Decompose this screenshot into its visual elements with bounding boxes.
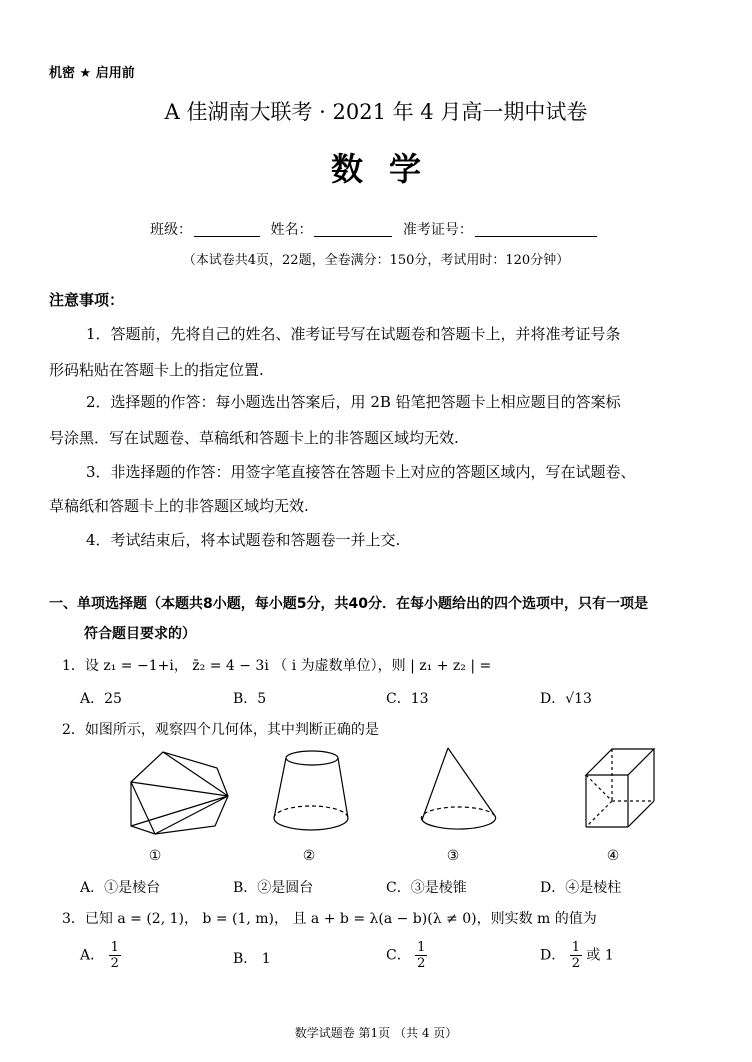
fraction-denominator: 2	[417, 956, 426, 971]
student-info-fields	[150, 219, 603, 239]
exam-info: （本试卷共4页，22题，全卷满分：150分，考试用时：120分钟）	[182, 253, 570, 268]
notice-item-1: 1．答题前，先将自己的姓名、准考证号写在试题卷和答题卡上，并将准考证号条	[86, 325, 621, 343]
q3-option-d-fraction	[570, 940, 582, 971]
exam-title: A 佳湖南大联考 · 2021 年 4 月高一期中试卷	[164, 100, 588, 124]
q3-option-c[interactable]	[386, 940, 427, 971]
subject-title: 数学	[330, 150, 447, 188]
name-label: 姓名：	[270, 222, 313, 238]
fraction-numerator: 1	[571, 940, 580, 955]
q2-option-c[interactable]: C．③是棱锥	[386, 880, 467, 896]
q3-option-d-letter: D．	[540, 947, 566, 964]
q3-option-b-letter: B．	[233, 951, 258, 967]
notice-item-3-cont: 草稿纸和答题卡上的非答题区域均无效.	[49, 497, 309, 515]
fraction-numerator: 1	[110, 940, 119, 955]
q1-option-b[interactable]: B．5	[233, 691, 267, 707]
q3-option-b-value: 1	[261, 951, 271, 967]
q2-option-d[interactable]: D．④是棱柱	[540, 880, 622, 896]
notice-item-2-cont: 号涂黑．写在试题卷、草稿纸和答题卡上的非答题区域均无效.	[49, 429, 459, 447]
notice-item-2: 2．选择题的作答：每小题选出答案后，用 2B 铅笔把答题卡上相应题目的答案标	[86, 393, 621, 411]
question-1-stem: 1．设 z₁ = −1+i， z̄₂ = 4 − 3i （ i 为虚数单位），则 | z₁ + z₂ | =	[62, 658, 492, 674]
notice-item-1-cont: 形码粘贴在答题卡上的指定位置.	[49, 361, 264, 379]
notice-heading: 注意事项：	[49, 291, 125, 309]
q2-option-b[interactable]: B．②是圆台	[233, 880, 314, 896]
q2-option-a[interactable]: A．①是棱台	[80, 880, 161, 896]
name-blank[interactable]	[314, 222, 392, 237]
q3-option-c-letter: C．	[386, 947, 411, 964]
fraction-denominator: 2	[110, 956, 119, 971]
notice-item-4: 4．考试结束后，将本试题卷和答题卷一并上交.	[86, 531, 401, 549]
figure-3-label: ③	[446, 848, 460, 864]
q1-option-a[interactable]: A．25	[80, 691, 122, 707]
fraction-denominator: 2	[571, 956, 580, 971]
figure-1-label: ①	[148, 848, 162, 864]
q1-option-c[interactable]: C．13	[386, 691, 429, 707]
page-footer: 数学试题卷 第1页 （共 4 页）	[294, 1026, 458, 1040]
figure-2-label: ②	[302, 848, 316, 864]
notice-item-3: 3．非选择题的作答：用签字笔直接答在答题卡上对应的答题区域内，写在试题卷、	[86, 463, 636, 481]
figure-4-label: ④	[606, 848, 620, 864]
q3-option-a[interactable]	[80, 940, 121, 971]
section-heading-cont: 符合题目要求的）	[84, 626, 196, 642]
question-3-stem: 3．已知 a = (2, 1)， b = (1, m)， 且 a + b = λ(a − b)(λ ≠ 0)，则实数 m 的值为	[62, 911, 597, 927]
exam-number-label: 准考证号：	[402, 222, 473, 238]
question-2-stem: 2．如图所示，观察四个几何体，其中判断正确的是	[62, 722, 379, 738]
q3-option-b[interactable]	[233, 948, 271, 968]
q3-option-d-tail: 或 1	[586, 947, 614, 964]
prism-figure-4	[582, 745, 657, 835]
q3-option-c-fraction	[415, 940, 427, 971]
q3-option-d[interactable]	[540, 940, 614, 971]
confidential-mark: 机密 ★ 启用前	[49, 66, 135, 81]
frustum-figure-2	[270, 748, 350, 840]
class-blank[interactable]	[194, 222, 260, 237]
fraction-numerator: 1	[417, 940, 426, 955]
q3-option-a-fraction	[109, 940, 121, 971]
class-label: 班级：	[150, 222, 192, 238]
polyhedron-figure-1	[125, 748, 235, 838]
q3-option-a-letter: A．	[80, 947, 105, 964]
q1-option-d[interactable]: D．√13	[540, 691, 592, 707]
exam-number-blank[interactable]	[475, 222, 597, 237]
cone-figure-3	[418, 746, 498, 838]
section-heading: 一、单项选择题（本题共8小题，每小题5分，共40分．在每小题给出的四个选项中，只有一项是	[49, 596, 648, 612]
